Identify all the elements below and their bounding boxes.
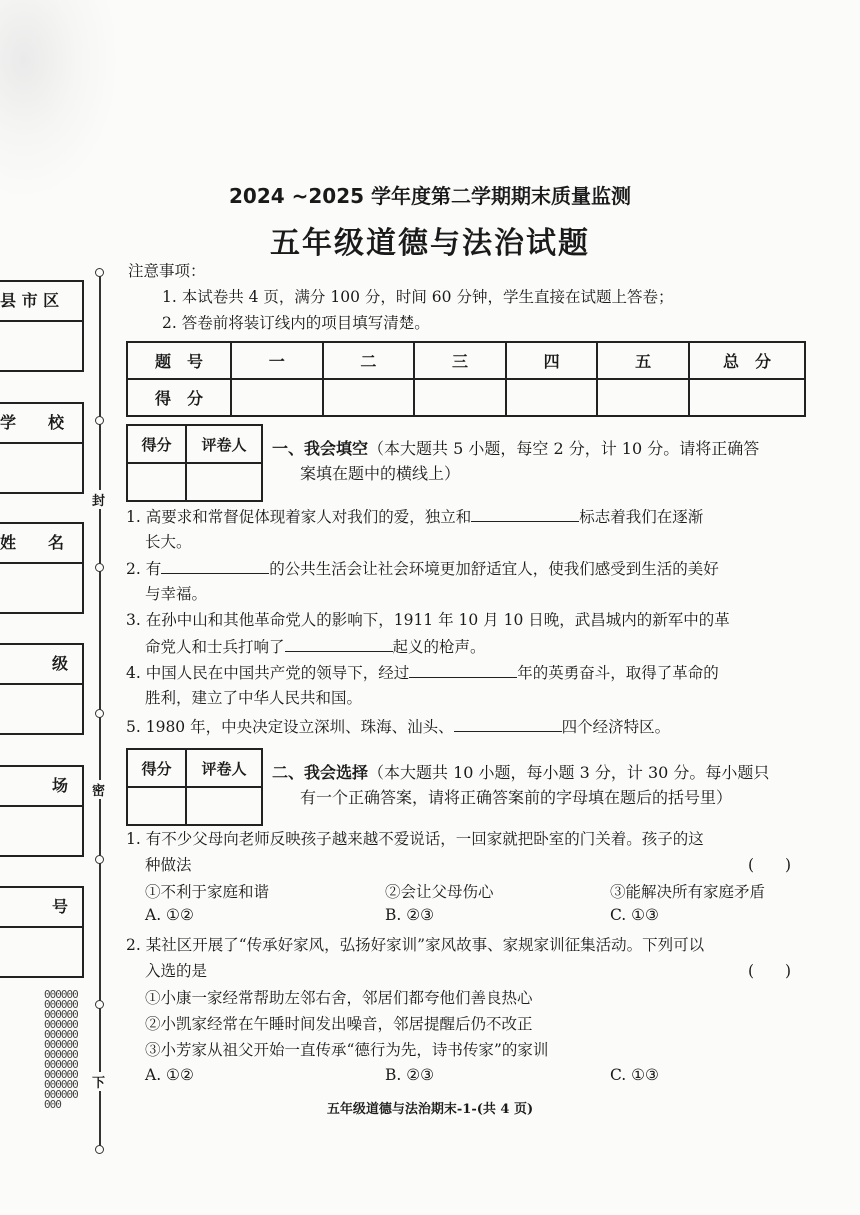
score-cell[interactable] (506, 379, 598, 416)
notice-item-2: 2. 答卷前将装订线内的项目填写清楚。 (162, 314, 430, 332)
seal-char-xia: 下 (92, 1072, 105, 1091)
seal-char-mi: 密 (92, 780, 105, 799)
question-text: 1. 高要求和常督促体现着家人对我们的爱，独立和 (126, 508, 472, 526)
grader-score-label: 得分 (127, 425, 186, 463)
section1-grader-box (126, 424, 263, 502)
score-header: 四 (506, 342, 598, 379)
answer-paren[interactable]: ( ) (748, 856, 792, 874)
question-text: 与幸福。 (145, 585, 208, 603)
section1-title: 一、我会填空 (272, 439, 369, 458)
score-header: 题 号 (127, 342, 231, 379)
name-field (0, 522, 84, 614)
fill-question-3-cont (145, 633, 486, 660)
exam-room-label: 场 (0, 767, 82, 807)
score-header: 二 (323, 342, 415, 379)
option-b[interactable]: B. ②③ (385, 906, 435, 924)
class-label: 级 (0, 645, 82, 685)
county-label: 县 市 区 (0, 282, 82, 322)
scan-shadow (0, 0, 120, 200)
question-text: 起义的枪声。 (392, 638, 486, 656)
question-text: 长大。 (145, 533, 192, 551)
statement-2: ②小凯家经常在午睡时间发出噪音，邻居提醒后仍不改正 (145, 1015, 533, 1033)
option-a[interactable]: A. ①② (145, 1066, 194, 1084)
score-header: 一 (231, 342, 323, 379)
class-field (0, 643, 84, 735)
score-cell[interactable] (689, 379, 805, 416)
statement-1: ①不利于家庭和谐 (145, 883, 270, 901)
fill-question-1 (126, 503, 703, 530)
score-table-row (127, 379, 805, 416)
question-text: 的公共生活会让社会环境更加舒适宜人，使我们感受到生活的美好 (269, 560, 719, 578)
choice-question-2: 2. 某社区开展了“传承好家风，弘扬好家训”家风故事、家规家训征集活动。下列可以 (126, 936, 705, 954)
option-b[interactable]: B. ②③ (385, 1066, 435, 1084)
question-text: 标志着我们在逐渐 (579, 508, 704, 526)
section1-heading (272, 436, 759, 461)
fill-question-2 (126, 555, 719, 582)
score-header: 总 分 (689, 342, 805, 379)
answer-blank[interactable] (471, 503, 579, 522)
question-text: 胜利，建立了中华人民共和国。 (145, 689, 363, 707)
section1-desc-2: 案填在题中的横线上） (300, 464, 461, 483)
statement-3: ③小芳家从祖父开始一直传承“德行为先，诗书传家”的家训 (145, 1041, 549, 1059)
exam-room-field (0, 765, 84, 857)
question-text: 4. 中国人民在中国共产党的领导下，经过 (126, 664, 410, 682)
section1-desc: （本大题共 5 小题，每空 2 分，计 10 分。请将正确答 (368, 439, 760, 458)
question-text: 种做法 (145, 856, 192, 874)
grader-score-cell[interactable] (127, 787, 186, 825)
fill-question-3: 3. 在孙中山和其他革命党人的影响下，1911 年 10 月 10 日晚，武昌城内的新军中的革 (126, 611, 730, 629)
section2-grader-box (126, 748, 263, 826)
name-label: 姓 名 (0, 524, 82, 564)
binding-hole (95, 855, 104, 864)
binding-hole (95, 268, 104, 277)
notice-heading: 注意事项： (128, 262, 206, 280)
grader-name-label: 评卷人 (186, 425, 262, 463)
score-header: 三 (414, 342, 506, 379)
binding-hole (95, 416, 104, 425)
score-table (126, 341, 806, 417)
question-text: 年的英勇奋斗，取得了革命的 (517, 664, 719, 682)
section2-title: 二、我会选择 (272, 763, 369, 782)
question-text: 5. 1980 年，中央决定设立深圳、珠海、汕头、 (126, 718, 454, 736)
seal-char-feng: 封 (92, 490, 105, 509)
grader-score-cell[interactable] (127, 463, 186, 501)
option-c[interactable]: C. ①③ (610, 1066, 659, 1084)
section2-heading (272, 760, 769, 785)
margin-dots: 000000000000000000000000000000000000000000000000000000000000000000000 (44, 988, 78, 1111)
score-header: 五 (597, 342, 689, 379)
statement-2: ②会让父母伤心 (385, 883, 494, 901)
fill-question-5 (126, 713, 670, 740)
school-field (0, 402, 84, 494)
fill-question-4 (126, 659, 719, 686)
binding-hole (95, 1000, 104, 1009)
grader-name-label: 评卷人 (186, 749, 262, 787)
answer-blank[interactable] (409, 659, 517, 678)
grader-name-cell[interactable] (186, 463, 262, 501)
exam-title: 五年级道德与法治试题 (270, 226, 590, 261)
page-footer: 五年级道德与法治期末-1-(共 4 页) (326, 1102, 534, 1117)
exam-period-title: 2024 ~2025 学年度第二学期期末质量监测 (228, 184, 631, 208)
section2-desc-2: 有一个正确答案，请将正确答案前的字母填在题后的括号里） (300, 788, 733, 807)
score-cell[interactable] (414, 379, 506, 416)
score-cell[interactable] (323, 379, 415, 416)
binding-hole (95, 709, 104, 718)
question-text: 命党人和士兵打响了 (145, 638, 285, 656)
choice-question-1: 1. 有不少父母向老师反映孩子越来越不爱说话，一回家就把卧室的门关着。孩子的这 (126, 830, 704, 848)
grader-score-label: 得分 (127, 749, 186, 787)
notice-item-1: 1. 本试卷共 4 页，满分 100 分，时间 60 分钟，学生直接在试题上答卷； (162, 288, 674, 306)
score-table-header-row (127, 342, 805, 379)
score-cell[interactable] (597, 379, 689, 416)
score-cell[interactable] (231, 379, 323, 416)
section2-desc: （本大题共 10 小题，每小题 3 分，计 30 分。每小题只 (368, 763, 770, 782)
question-text: 四个经济特区。 (561, 718, 671, 736)
question-text: 2. 有 (126, 560, 162, 578)
seat-number-field (0, 886, 84, 978)
option-a[interactable]: A. ①② (145, 906, 194, 924)
answer-blank[interactable] (161, 555, 269, 574)
answer-paren[interactable]: ( ) (748, 962, 792, 980)
grader-name-cell[interactable] (186, 787, 262, 825)
score-row-label: 得 分 (127, 379, 231, 416)
binding-hole (95, 563, 104, 572)
option-c[interactable]: C. ①③ (610, 906, 659, 924)
school-label: 学 校 (0, 404, 82, 444)
seat-number-label: 号 (0, 888, 82, 928)
question-text: 入选的是 (145, 962, 208, 980)
answer-blank[interactable] (454, 713, 562, 732)
answer-blank[interactable] (285, 633, 393, 652)
binding-hole (95, 1145, 104, 1154)
statement-3: ③能解决所有家庭矛盾 (610, 883, 766, 901)
county-field (0, 280, 84, 372)
statement-1: ①小康一家经常帮助左邻右舍，邻居们都夸他们善良热心 (145, 989, 533, 1007)
